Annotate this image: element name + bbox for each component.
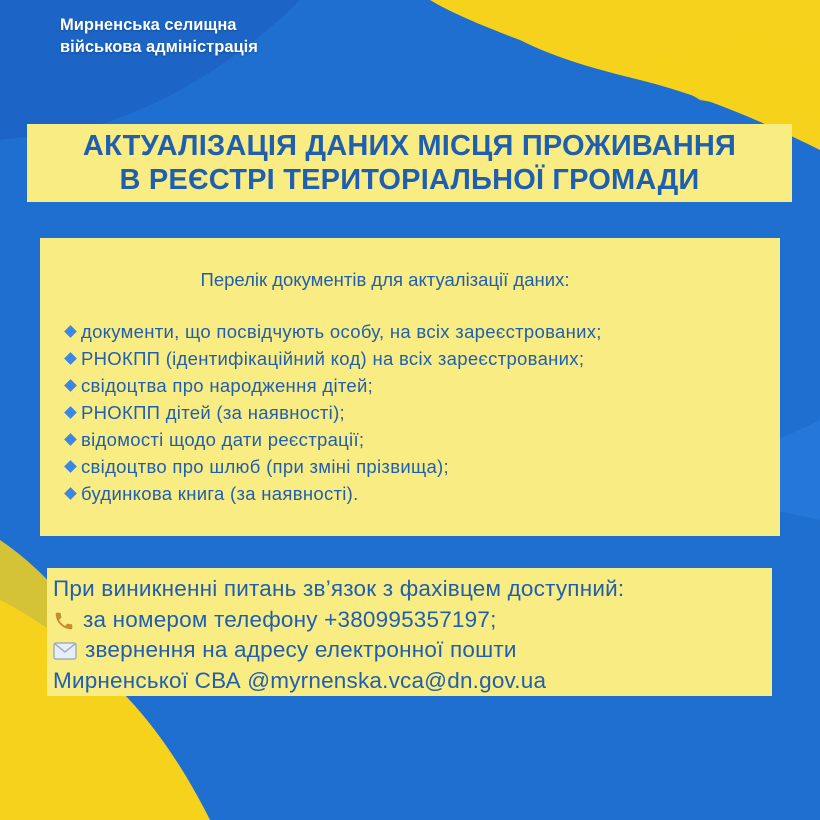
contact-email-text: звернення на адресу електронної пошти bbox=[85, 637, 517, 662]
contact-email-line bbox=[53, 635, 772, 666]
blue-diamond-icon bbox=[64, 352, 77, 365]
documents-list bbox=[64, 318, 602, 507]
list-item-text: будинкова книга (за наявності). bbox=[81, 482, 359, 504]
list-item bbox=[64, 318, 602, 345]
blue-diamond-icon bbox=[64, 325, 77, 338]
list-item bbox=[64, 453, 602, 480]
list-item-text: РНОКПП дітей (за наявності); bbox=[81, 401, 345, 423]
list-item-text: документи, що посвідчують особу, на всіх зареєстрованих; bbox=[81, 320, 602, 342]
contact-email-address: Мирненської СВА @myrnenska.vca@dn.gov.ua bbox=[53, 667, 547, 693]
contact-phone-line bbox=[53, 605, 772, 636]
list-item-text: відомості щодо дати реєстрації; bbox=[81, 428, 365, 450]
list-item bbox=[64, 345, 602, 372]
blue-diamond-icon bbox=[64, 487, 77, 500]
organization-name-line2: військова адміністрація bbox=[60, 38, 258, 56]
envelope-icon bbox=[53, 642, 77, 660]
page-title bbox=[83, 129, 736, 197]
contact-panel bbox=[47, 568, 772, 696]
page-title-line2: В РЕЄСТРІ ТЕРИТОРІАЛЬНОЇ ГРОМАДИ bbox=[119, 164, 700, 196]
list-item-text: свідоцтва про народження дітей; bbox=[81, 374, 374, 396]
blue-diamond-icon bbox=[64, 406, 77, 419]
title-banner bbox=[27, 124, 792, 202]
contact-phone-text: за номером телефону +380995357197; bbox=[83, 606, 497, 632]
page-title-line1: АКТУАЛІЗАЦІЯ ДАНИХ МІСЦЯ ПРОЖИВАННЯ bbox=[82, 130, 737, 162]
list-item bbox=[64, 372, 602, 399]
list-item bbox=[64, 480, 602, 507]
contact-intro: При виникненні питань зв’язок з фахівцем доступний: bbox=[53, 576, 625, 601]
organization-name-line1: Мирненська селищна bbox=[60, 16, 237, 34]
list-item bbox=[64, 426, 602, 453]
blue-diamond-icon bbox=[64, 433, 77, 446]
telephone-icon bbox=[53, 610, 75, 632]
organization-name bbox=[60, 14, 258, 58]
blue-diamond-icon bbox=[64, 379, 77, 392]
list-item bbox=[64, 399, 602, 426]
documents-panel bbox=[40, 238, 780, 536]
list-item-text: РНОКПП (ідентифікаційний код) на всіх зареєстрованих; bbox=[81, 347, 585, 369]
documents-heading: Перелік документів для актуалізації даних: bbox=[200, 269, 570, 290]
blue-diamond-icon bbox=[64, 460, 77, 473]
list-item-text: свідоцтво про шлюб (при зміні прізвища); bbox=[81, 455, 449, 477]
